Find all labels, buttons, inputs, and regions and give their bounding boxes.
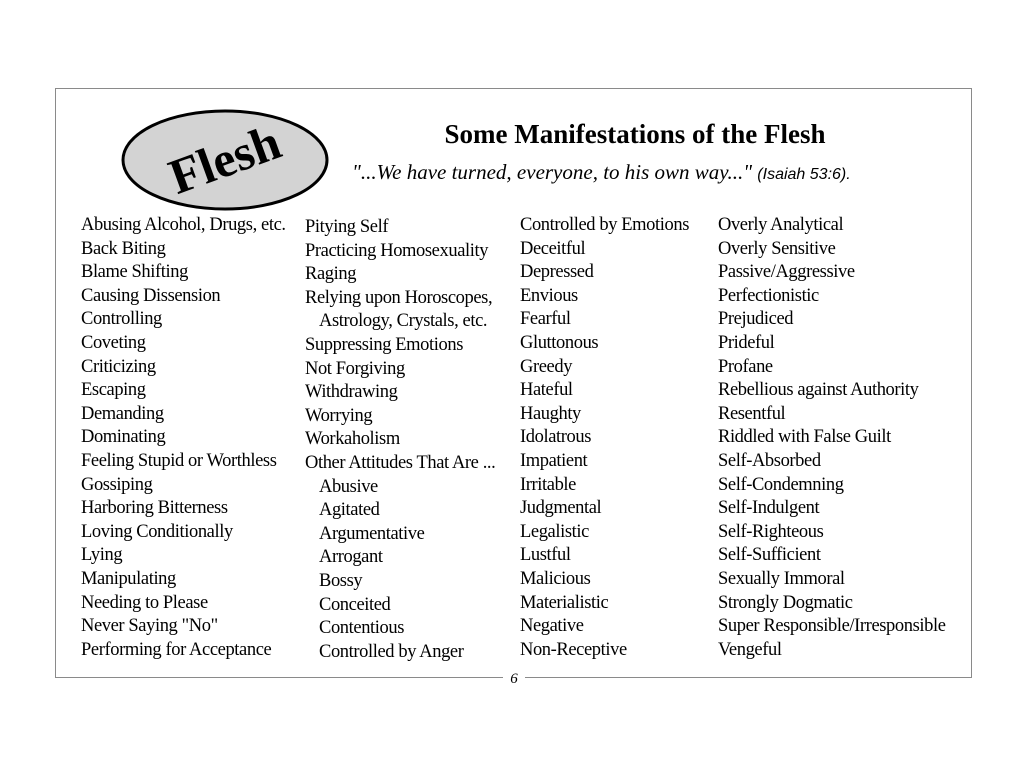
subtitle-reference: (Isaiah 53:6). xyxy=(757,166,851,183)
list-item: Rebellious against Authority xyxy=(718,380,919,401)
list-item: Arrogant xyxy=(319,547,383,568)
column-4 xyxy=(718,214,946,662)
list-item: Overly Analytical xyxy=(718,215,844,235)
list-item: Dominating xyxy=(81,427,166,448)
list-item: Greedy xyxy=(520,356,573,377)
list-item: Irritable xyxy=(520,474,576,495)
list-item: Blame Shifting xyxy=(81,262,188,283)
list-item: Judgmental xyxy=(520,498,602,519)
list-item: Overly Sensitive xyxy=(718,238,836,259)
list-item: Negative xyxy=(520,616,584,637)
list-item: Criticizing xyxy=(81,356,156,377)
list-item: Super Responsible/Irresponsible xyxy=(718,616,946,637)
list-item: Back Biting xyxy=(81,238,166,259)
list-item: Contentious xyxy=(319,618,405,639)
subtitle xyxy=(352,157,851,190)
list-item: Self-Absorbed xyxy=(718,450,821,471)
list-item: Feeling Stupid or Worthless xyxy=(81,450,277,471)
list-item: Raging xyxy=(305,264,357,285)
list-item: Abusive xyxy=(319,476,378,497)
list-item: Gossiping xyxy=(81,474,153,495)
list-item: Bossy xyxy=(319,570,363,591)
list-item: Depressed xyxy=(520,262,594,283)
list-item: Not Forgiving xyxy=(305,358,405,379)
list-item: Prejudiced xyxy=(718,309,794,330)
list-item: Agitated xyxy=(319,500,380,521)
list-item: Suppressing Emotions xyxy=(305,334,463,355)
list-item: Lying xyxy=(81,545,123,566)
column-2 xyxy=(305,216,495,664)
list-item: Self-Sufficient xyxy=(718,545,821,566)
list-item: Resentful xyxy=(718,403,786,424)
list-item: Needing to Please xyxy=(81,592,208,613)
list-item: Relying upon Horoscopes, xyxy=(305,287,493,308)
list-item: Passive/Aggressive xyxy=(718,262,855,283)
list-item: Self-Righteous xyxy=(718,521,824,542)
list-item: Controlling xyxy=(81,309,162,330)
list-item: Withdrawing xyxy=(305,382,398,403)
list-item: Perfectionistic xyxy=(718,285,819,306)
list-item: Impatient xyxy=(520,450,588,471)
list-item: Deceitful xyxy=(520,238,586,259)
list-item: Manipulating xyxy=(81,568,176,589)
list-item: Idolatrous xyxy=(520,427,592,448)
list-item: Practicing Homosexuality xyxy=(305,240,489,261)
list-item: Controlled by Emotions xyxy=(520,215,690,235)
list-item: Sexually Immoral xyxy=(718,568,845,589)
list-item: Loving Conditionally xyxy=(81,521,233,542)
list-item: Performing for Acceptance xyxy=(81,639,272,660)
list-item: Self-Condemning xyxy=(718,474,844,495)
list-item: Gluttonous xyxy=(520,332,599,353)
list-item: Hateful xyxy=(520,380,573,401)
list-item: Malicious xyxy=(520,568,591,589)
list-item: Demanding xyxy=(81,403,164,424)
list-item: Materialistic xyxy=(520,592,609,613)
list-item: Other Attitudes That Are ... xyxy=(305,452,496,473)
list-item: Harboring Bitterness xyxy=(81,498,228,519)
list-item: Fearful xyxy=(520,309,571,330)
list-item: Non-Receptive xyxy=(520,639,627,660)
page-number: 6 xyxy=(503,669,525,689)
list-item: Strongly Dogmatic xyxy=(718,592,853,613)
logo-text: Flesh xyxy=(161,113,288,205)
list-item: Riddled with False Guilt xyxy=(718,427,891,448)
page-title: Some Manifestations of the Flesh xyxy=(444,119,826,149)
list-item: Argumentative xyxy=(319,523,425,544)
list-item: Worrying xyxy=(305,405,373,426)
subtitle-quote: "...We have turned, everyone, to his own way..." xyxy=(352,160,753,184)
list-item: Causing Dissension xyxy=(81,285,221,306)
list-item: Controlled by Anger xyxy=(319,641,464,662)
flesh-logo xyxy=(120,108,330,213)
list-item: Conceited xyxy=(319,594,391,615)
list-item: Lustful xyxy=(520,545,571,566)
list-item: Haughty xyxy=(520,403,581,424)
list-item: Legalistic xyxy=(520,521,589,542)
list-item: Abusing Alcohol, Drugs, etc. xyxy=(81,215,286,235)
list-item: Vengeful xyxy=(718,639,782,660)
column-1 xyxy=(81,214,286,662)
list-item: Workaholism xyxy=(305,429,400,450)
list-item: Envious xyxy=(520,285,578,306)
list-item: Astrology, Crystals, etc. xyxy=(319,311,488,332)
list-item: Self-Indulgent xyxy=(718,498,820,519)
list-item: Escaping xyxy=(81,380,146,401)
list-item: Coveting xyxy=(81,332,146,353)
column-3 xyxy=(520,214,689,662)
list-item: Profane xyxy=(718,356,773,377)
list-item: Never Saying "No" xyxy=(81,616,218,637)
list-item: Pitying Self xyxy=(305,217,389,237)
list-item: Prideful xyxy=(718,332,775,353)
